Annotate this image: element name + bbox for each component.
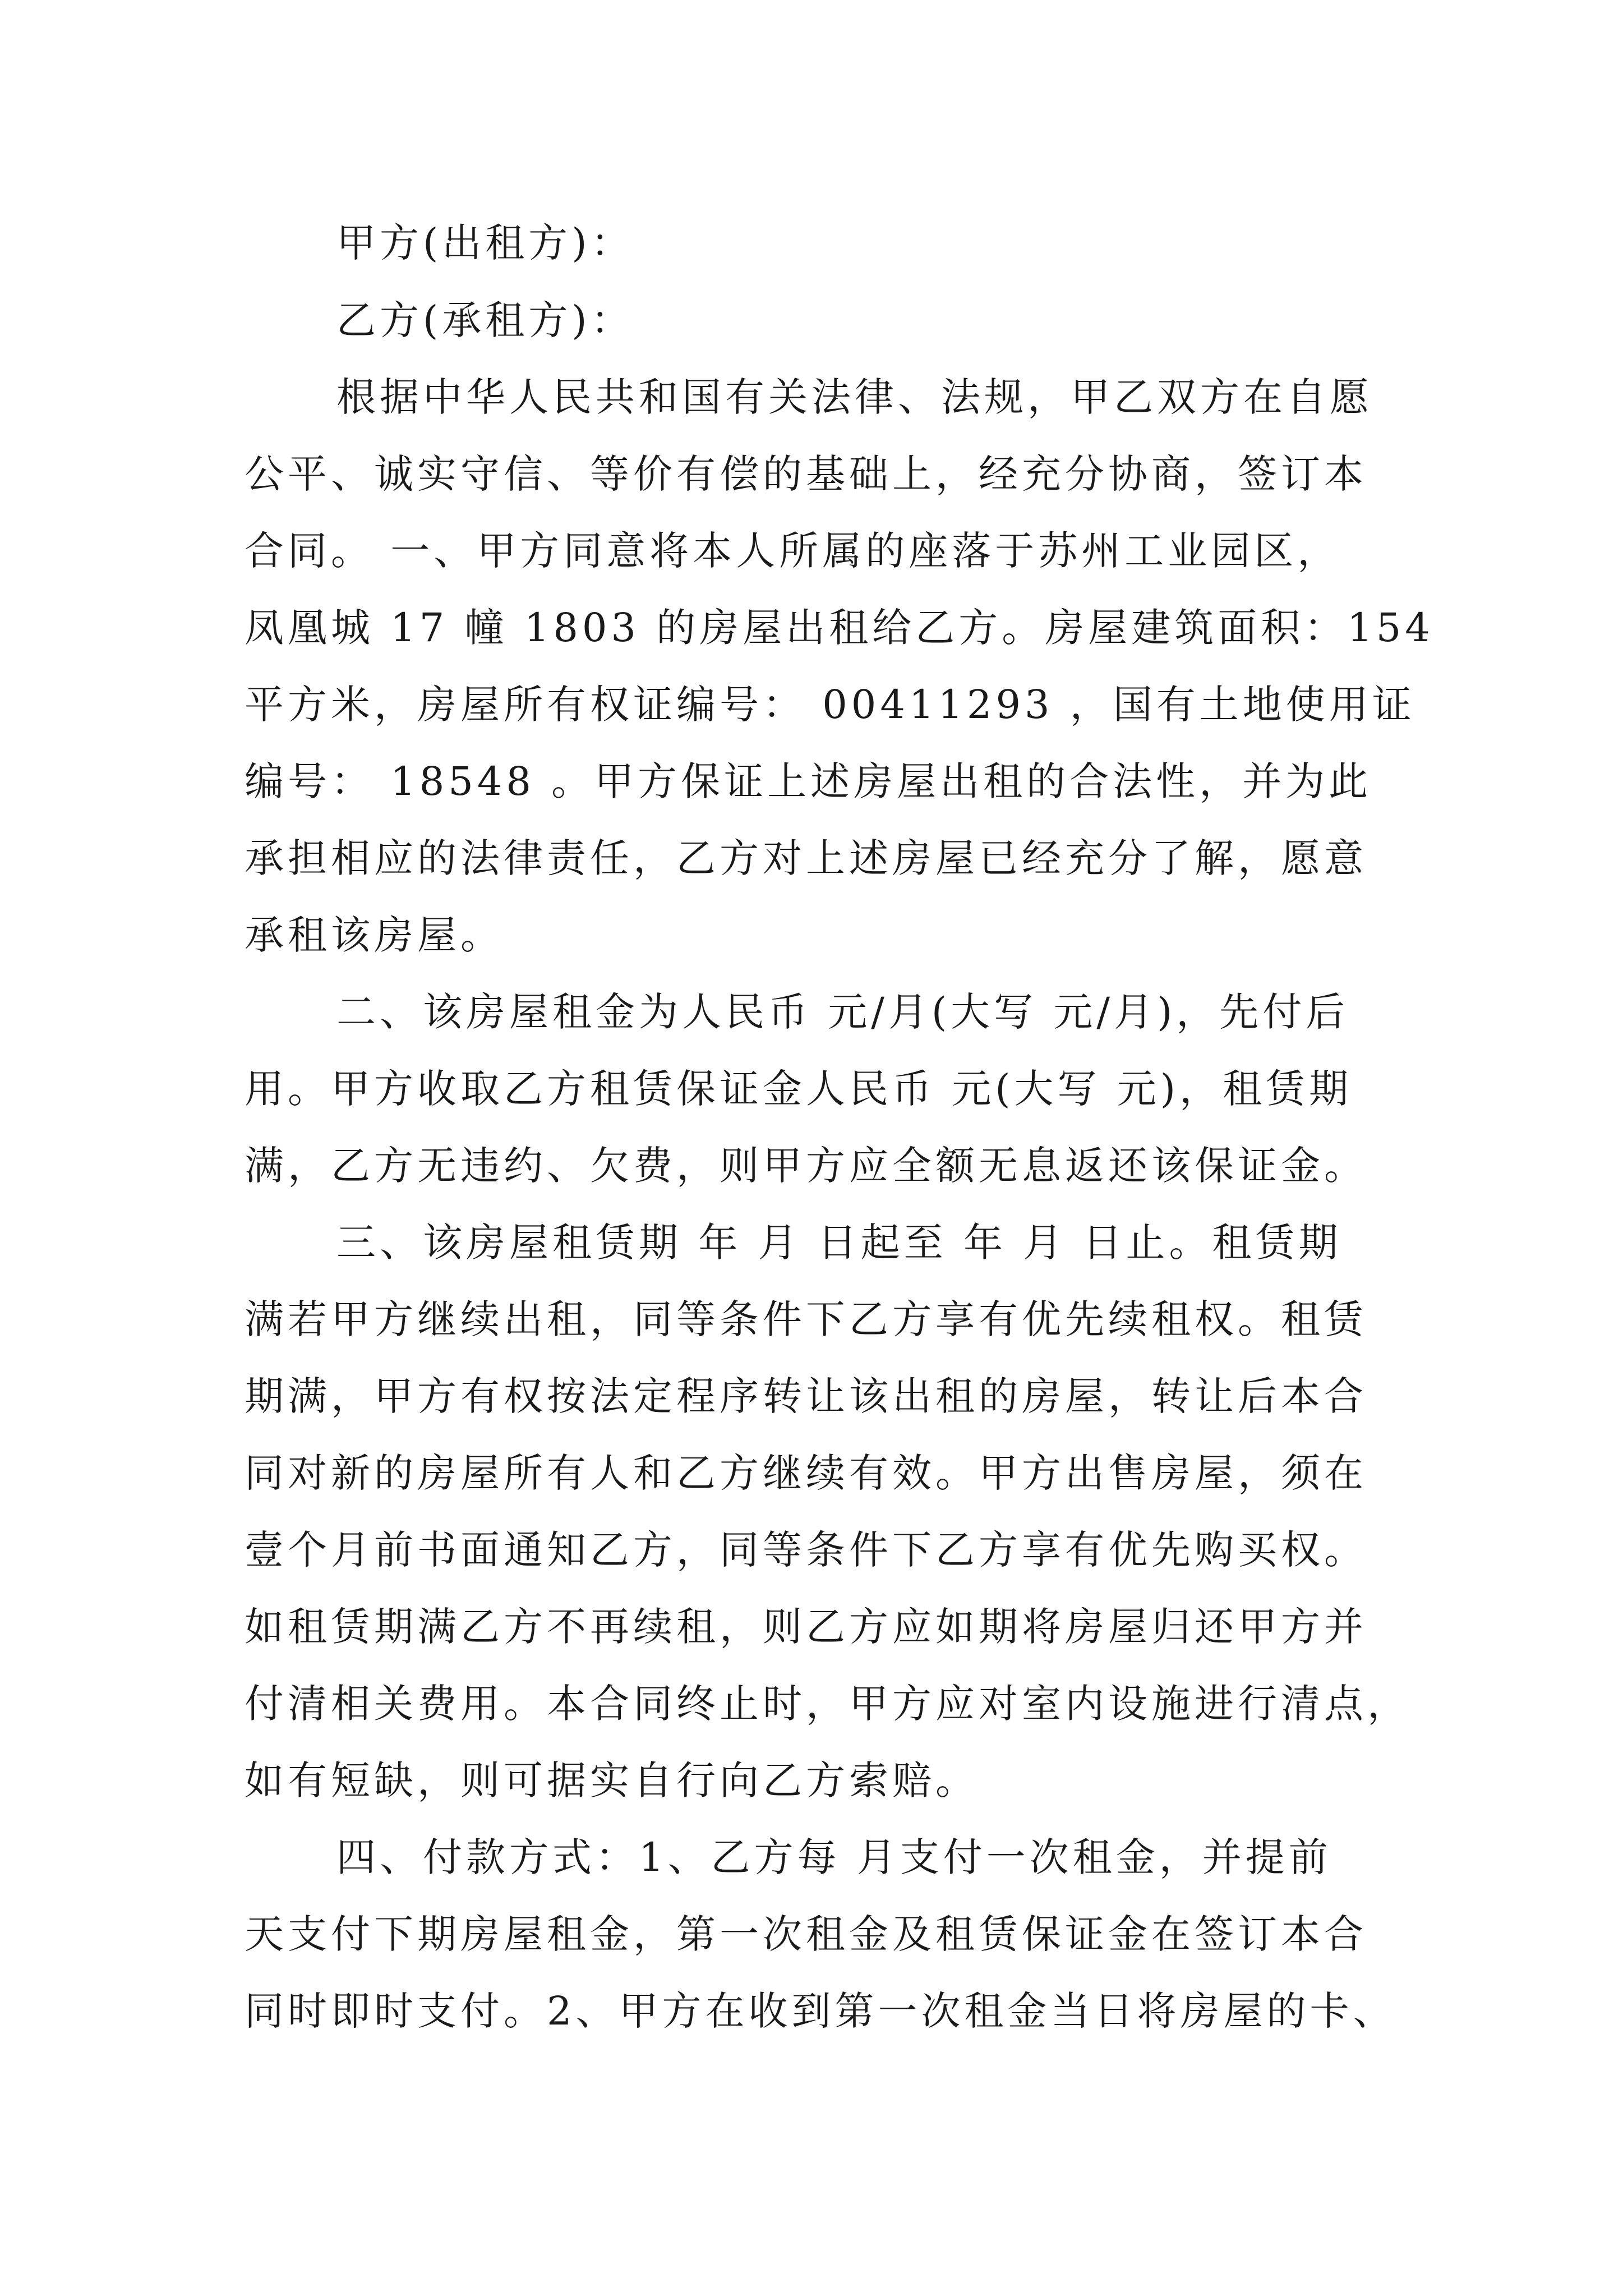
text-line: 三、该房屋租赁期 年 月 日起至 年 月 日止。租赁期 [336, 1220, 1342, 1266]
text-line: 如租赁期满乙方不再续租，则乙方应如期将房屋归还甲方并 [245, 1604, 1367, 1650]
text-line: 天支付下期房屋租金，第一次租金及租赁保证金在签订本合 [245, 1911, 1367, 1957]
text-line: 期满，甲方有权按法定程序转让该出租的房屋，转让后本合 [245, 1373, 1367, 1419]
text-line: 二、该房屋租金为人民币 元/月(大写 元/月)，先付后 [336, 989, 1349, 1035]
text-line: 如有短缺，则可据实自行向乙方索赔。 [245, 1757, 979, 1803]
text-line: 同时即时支付。2、甲方在收到第一次租金当日将房屋的卡、 [245, 1988, 1396, 2034]
text-line: 凤凰城 17 幢 1803 的房屋出租给乙方。房屋建筑面积：154 [245, 605, 1434, 651]
party-a-line: 甲方(出租方)： [336, 220, 634, 266]
text-line: 公平、诚实守信、等价有偿的基础上，经充分协商，签订本 [245, 451, 1367, 497]
text-line: 用。甲方收取乙方租赁保证金人民币 元(大写 元)，租赁期 [245, 1066, 1353, 1112]
text-line: 付清相关费用。本合同终止时，甲方应对室内设施进行清点， [245, 1681, 1410, 1727]
text-line: 同对新的房屋所有人和乙方继续有效。甲方出售房屋，须在 [245, 1450, 1367, 1496]
text-line: 根据中华人民共和国有关法律、法规，甲乙双方在自愿 [336, 374, 1373, 420]
text-line: 合同。 一、甲方同意将本人所属的座落于苏州工业园区， [245, 528, 1341, 574]
party-b-line: 乙方(承租方)： [336, 297, 634, 343]
text-line: 满若甲方继续出租，同等条件下乙方享有优先续租权。租赁 [245, 1296, 1367, 1342]
text-line: 编号： 18548 。甲方保证上述房屋出租的合法性，并为此 [245, 758, 1372, 804]
text-line: 满，乙方无违约、欠费，则甲方应全额无息返还该保证金。 [245, 1143, 1367, 1189]
text-line: 四、付款方式：1、乙方每 月支付一次租金，并提前 [336, 1834, 1332, 1880]
text-line: 壹个月前书面通知乙方，同等条件下乙方享有优先购买权。 [245, 1527, 1367, 1573]
text-line: 承租该房屋。 [245, 912, 504, 958]
text-line: 承担相应的法律责任，乙方对上述房屋已经充分了解，愿意 [245, 835, 1367, 881]
text-line: 平方米，房屋所有权证编号： 00411293 ，国有土地使用证 [245, 682, 1415, 728]
